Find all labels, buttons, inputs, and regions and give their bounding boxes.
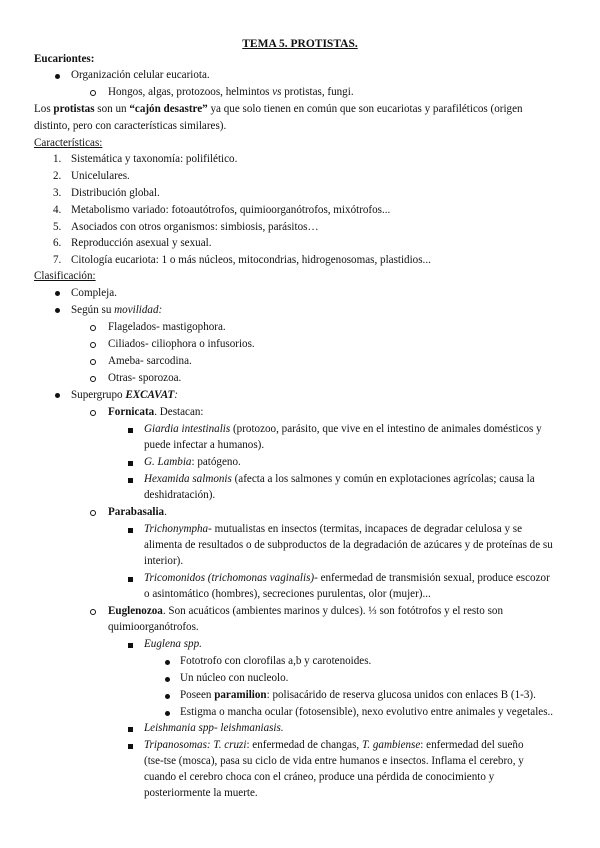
tripanosomas-line-2: (tse-tse (mosca), pasa su ciclo de vida entre humanos e insectos. Inflama el cerebro, y [144, 755, 524, 767]
list-item: Asociados con otros organismos: simbiosis, parásitos… [71, 221, 319, 233]
bullet-square [128, 744, 133, 749]
movilidad-item: Flagelados- mastigophora. [108, 321, 226, 333]
bullet-square [128, 478, 133, 483]
bullet-dot [55, 393, 60, 398]
tripanosomas-line-4: posteriormente la muerte. [144, 787, 258, 799]
bullet-dot [55, 74, 60, 79]
clasificacion-heading: Clasificación: [34, 270, 96, 282]
list-number: 3. [53, 187, 62, 199]
bullet-circle [90, 410, 96, 416]
trichonympha-line-1: Trichonympha- mutualistas en insectos (termitas, incapaces de degradar celulosa y se [144, 523, 523, 535]
list-item: Reproducción asexual y sexual. [71, 237, 212, 249]
euglena-item: Estigma o mancha ocular (fotosensible), nexo evolutivo entre animales y vegetales.. [180, 706, 554, 718]
bullet-square [128, 461, 133, 466]
bullet-dot [55, 308, 60, 313]
bullet-dot [165, 694, 170, 699]
intro-line-1: Los protistas son un “cajón desastre” ya que solo tienen en común que son eucariotas y parafiléticos (origen [34, 103, 523, 115]
euglena-item: Poseen paramilion: polisacárido de reserva glucosa unidos con enlaces B (1-3). [180, 689, 536, 701]
page-title: TEMA 5. PROTISTAS. [242, 38, 358, 50]
lamblia-line: G. Lambia: patógeno. [144, 456, 241, 468]
euglenozoa-line-2: quimioorganótrofos. [108, 621, 199, 633]
eucariontes-subitem: Hongos, algas, protozoos, helmintos vs protistas, fungi. [108, 86, 354, 98]
tripanosomas-line-3: cuando el cerebro choca con el cráneo, produce una pérdida de conocimiento y [144, 771, 495, 783]
list-item: Unicelulares. [71, 170, 130, 182]
trichonympha-line-3: interior). [144, 555, 184, 567]
tricomonidos-line-1: Tricomonidos (trichomonas vaginalis)- enfermedad de transmisión sexual, produce escozor [144, 572, 550, 584]
euglena-item: Un núcleo con nucleolo. [180, 672, 289, 684]
bullet-square [128, 528, 133, 533]
list-item: Sistemática y taxonomía: polifilético. [71, 153, 238, 165]
bullet-square [128, 577, 133, 582]
list-number: 1. [53, 153, 62, 165]
bullet-circle [90, 90, 96, 96]
tripanosomas-line-1: Tripanosomas: T. cruzi: enfermedad de changas, T. gambiense: enfermedad del sueño [144, 739, 524, 751]
bullet-dot [55, 291, 60, 296]
list-number: 7. [53, 254, 62, 266]
list-item: Metabolismo variado: fotoautótrofos, quimioorganótrofos, mixótrofos... [71, 204, 391, 216]
bullet-circle [90, 376, 96, 382]
bullet-circle [90, 342, 96, 348]
bullet-circle [90, 325, 96, 331]
list-number: 2. [53, 170, 62, 182]
list-item: Distribución global. [71, 187, 160, 199]
list-item: Citología eucariota: 1 o más núcleos, mitocondrias, hidrogenosomas, plastidios... [71, 254, 431, 266]
euglena-heading: Euglena spp. [144, 638, 202, 650]
supergrupo-line: Supergrupo EXCAVAT: [71, 389, 178, 401]
trichonympha-line-2: alimenta de resultados o de subproductos de la degradación de azúcares y de proteínas de su [144, 539, 553, 551]
bullet-circle [90, 510, 96, 516]
bullet-square [128, 643, 133, 648]
eucariontes-item: Organización celular eucariota. [71, 69, 210, 81]
fornicata-line: Fornicata. Destacan: [108, 406, 204, 418]
bullet-circle [90, 359, 96, 365]
list-number: 6. [53, 237, 62, 249]
euglena-item: Fototrofo con clorofilas a,b y carotenoides. [180, 655, 372, 667]
tricomonidos-line-2: o asintomático (hombres), secreciones purulentas, olor (mujer)... [144, 588, 431, 600]
intro-line-2: distinto, pero con características similares). [34, 120, 227, 132]
giardia-line-1: Giardia intestinalis (protozoo, parásito, que vive en el intestino de animales domésticos y [144, 423, 542, 435]
bullet-dot [165, 660, 170, 665]
hexamida-line-2: deshidratación). [144, 489, 216, 501]
euglenozoa-line-1: Euglenozoa. Son acuáticos (ambientes marinos y dulces). ⅓ son fotótrofos y el resto son [108, 605, 504, 617]
bullet-dot [165, 677, 170, 682]
hexamida-line-1: Hexamida salmonis (afecta a los salmones y común en explotaciones agrícolas; causa la [144, 473, 535, 485]
clasificacion-movilidad: Según su movilidad: [71, 304, 163, 316]
list-number: 4. [53, 204, 62, 216]
movilidad-item: Ciliados- ciliophora o infusorios. [108, 338, 255, 350]
leishmania-line: Leishmania spp- leishmaniasis. [144, 722, 284, 734]
movilidad-item: Otras- sporozoa. [108, 372, 182, 384]
clasificacion-compleja: Compleja. [71, 287, 117, 299]
caracteristicas-heading: Características: [34, 137, 103, 149]
bullet-circle [90, 609, 96, 615]
list-number: 5. [53, 221, 62, 233]
bullet-square [128, 428, 133, 433]
eucariontes-heading: Eucariontes: [34, 53, 95, 65]
movilidad-item: Ameba- sarcodina. [108, 355, 192, 367]
giardia-line-2: puede infectar a humanos). [144, 439, 265, 451]
bullet-square [128, 727, 133, 732]
bullet-dot [165, 711, 170, 716]
parabasalia-line: Parabasalia. [108, 506, 167, 518]
